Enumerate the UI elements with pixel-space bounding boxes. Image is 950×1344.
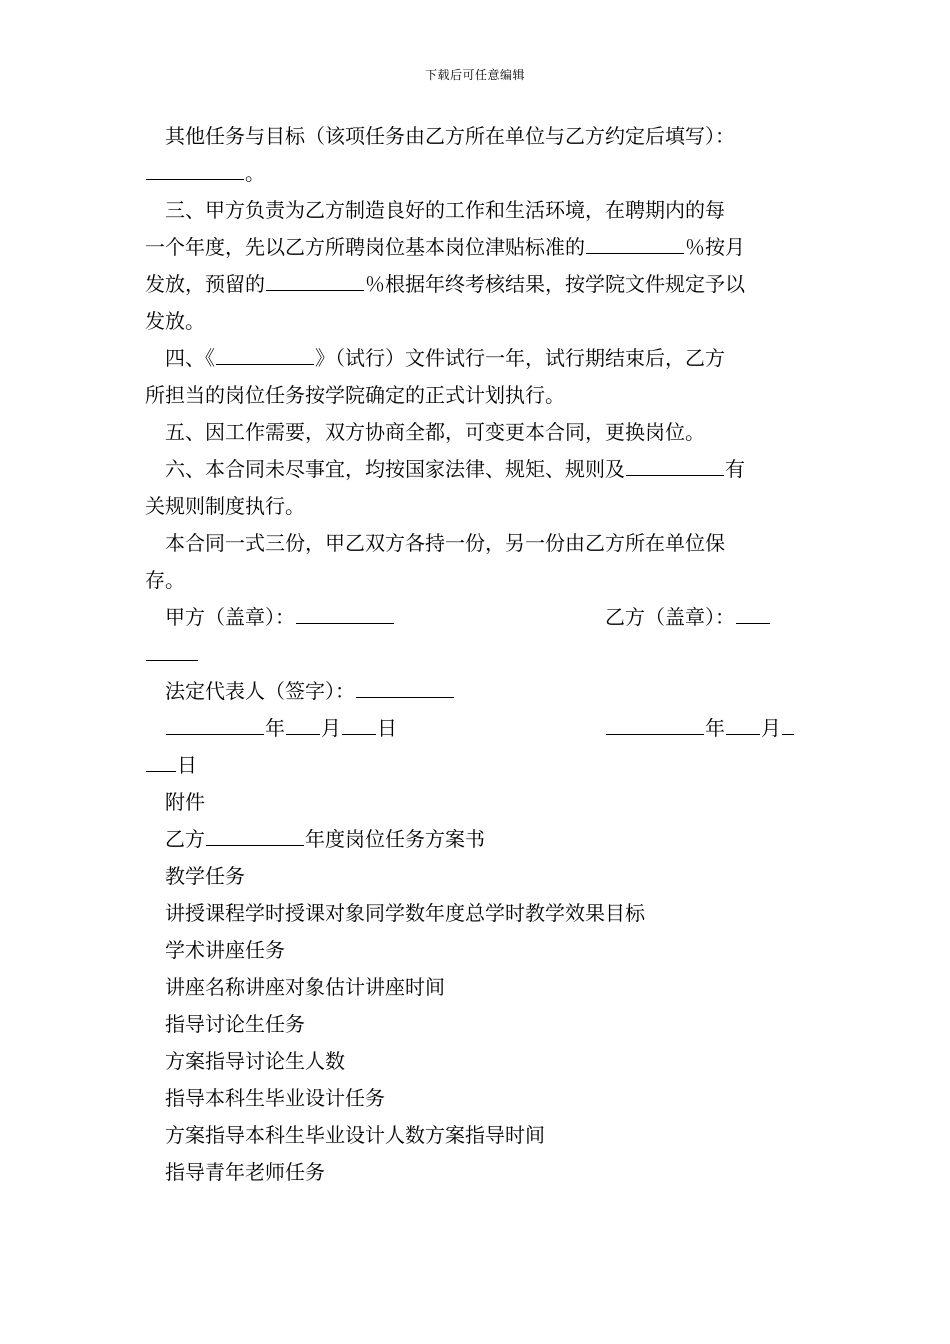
plan-year-blank[interactable] <box>206 826 304 846</box>
party-a-seal-blank[interactable] <box>296 604 394 624</box>
appendix-item: 讲座名称讲座对象估计讲座时间 <box>165 975 445 999</box>
paragraph-three: 三、甲方负责为乙方制造良好的工作和生活环境，在聘期内的每 <box>165 198 725 222</box>
fill-blank-regulations[interactable] <box>626 456 724 476</box>
date-party-b: 年 月 <box>605 715 795 741</box>
paragraph-three-line3: 发放，预留的 ％根据年终考核结果，按学院文件规定予以 <box>145 272 745 296</box>
date-a-month-blank[interactable] <box>286 715 320 735</box>
date-a-day-blank[interactable] <box>342 715 376 735</box>
appendix-title: 附件 <box>165 790 205 814</box>
party-a-seal: 甲方（盖章）： <box>165 604 395 630</box>
date-party-a: 年 月 日 <box>165 715 397 741</box>
date-party-b-cont: 日 <box>145 752 197 778</box>
appendix-plan-title: 乙方 年度岗位任务方案书 <box>165 827 485 851</box>
date-b-month-blank[interactable] <box>726 715 760 735</box>
party-b-seal-blank-line2[interactable] <box>146 641 198 661</box>
paragraph-four: 四、《 》（试行）文件试行一年，试行期结束后，乙方 <box>165 346 725 370</box>
blank-line: 。 <box>145 160 265 186</box>
paragraph-other-tasks: 其他任务与目标（该项任务由乙方所在单位与乙方约定后填写）： <box>165 124 735 148</box>
page-header: 下载后可任意编辑 <box>424 68 525 82</box>
appendix-item: 方案指导讨论生人数 <box>165 1049 345 1073</box>
party-b-seal-blank-cont <box>145 641 199 667</box>
paragraph-copies: 本合同一式三份，甲乙双方各持一份，另一份由乙方所在单位保 <box>165 531 725 555</box>
fill-blank-percent-reserved[interactable] <box>266 271 364 291</box>
paragraph-four-line2: 所担当的岗位任务按学院确定的正式计划执行。 <box>145 383 565 407</box>
date-b-year-blank[interactable] <box>606 715 704 735</box>
appendix-item: 方案指导本科生毕业设计人数方案指导时间 <box>165 1123 545 1147</box>
date-b-day-blank[interactable] <box>782 715 794 735</box>
paragraph-six: 六、本合同未尽事宜，均按国家法律、规矩、规则及 有 <box>165 457 745 481</box>
appendix-item: 教学任务 <box>165 864 245 888</box>
party-b-seal: 乙方（盖章）： <box>605 604 771 630</box>
date-b-day-blank-line2[interactable] <box>146 752 176 772</box>
fill-blank-percent-monthly[interactable] <box>586 234 684 254</box>
fill-blank[interactable] <box>146 160 244 180</box>
paragraph-copies-line2: 存。 <box>145 568 185 592</box>
appendix-item: 讲授课程学时授课对象同学数年度总学时教学效果目标 <box>165 901 645 925</box>
appendix-item: 指导本科生毕业设计任务 <box>165 1086 385 1110</box>
paragraph-three-line2: 一个年度，先以乙方所聘岗位基本岗位津贴标准的 ％按月 <box>145 235 745 259</box>
paragraph-five: 五、因工作需要，双方协商全都，可变更本合同，更换岗位。 <box>165 420 705 444</box>
fill-blank-document-name[interactable] <box>216 345 314 365</box>
legal-representative: 法定代表人（签字）： <box>165 678 455 704</box>
paragraph-three-line4: 发放。 <box>145 309 205 333</box>
date-a-year-blank[interactable] <box>166 715 264 735</box>
party-b-seal-blank[interactable] <box>736 604 770 624</box>
appendix-item: 学术讲座任务 <box>165 938 285 962</box>
appendix-item: 指导讨论生任务 <box>165 1012 305 1036</box>
appendix-item: 指导青年老师任务 <box>165 1160 325 1184</box>
legal-rep-signature-blank[interactable] <box>356 678 454 698</box>
paragraph-six-line2: 关规则制度执行。 <box>145 494 305 518</box>
